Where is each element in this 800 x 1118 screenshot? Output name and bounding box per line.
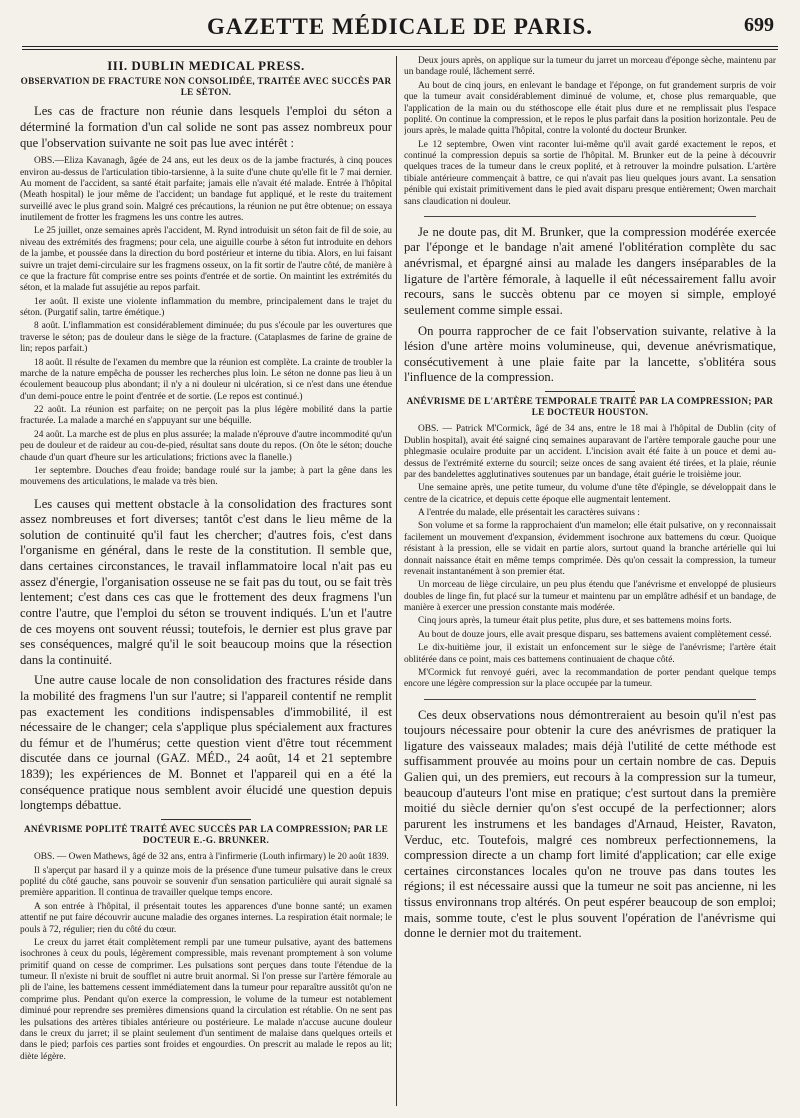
- article1-commentary: Les causes qui mettent obstacle à la consolidation des fractures sont assez nombreuses et fort diverses; tantôt c'est dans le lieu même de la solution de continuité qu'il faut les chercher; d'autres fois, c'est dans l'organisme en général, dans le reste de la constitution. Il semble que, dans certaines circonstances, le travail inflammatoire local n'ait pas eu assez d'énergie, l'organisation osseuse ne se fait pas du tout, ou se fait très lentement; c'est dans ces cas que le frottement des deux fragmens l'un contre l'autre, que l'emploi du séton se trouvent indiqués. L'un et l'autre de ces moyens ont souvent réussi; toutefois, le dernier est plus grave par ses conséquences, malgré qu'il le soit beaucoup moins que la résection dans la continuité.: [20, 496, 392, 667]
- page-number: 699: [744, 14, 774, 36]
- article2-paragraph: Le creux du jarret était complètement rempli par une tumeur pulsative, ayant des battemens isochrones à ceux du pouls, légèrement compressible, mais revenant promptement à son volume primitif quand on cesse de comprimer. Les pulsations sont perçues dans toute l'étendue de la tumeur. Il n'existe ni bruit de soufflet ni autre bruit anormal. Si l'on presse sur l'artère fémorale au pli de l'aine, les battemens cessent immédiatement dans la tumeur pour reparaître aussitôt qu'on ne comprime plus. Pendant qu'on exerce la compression, le volume de la tumeur est notablement diminué pour reprendre ses premières dimensions quand la circulation est rétablie. On ne sent pas les pulsations des artères tibiales antérieure ou postérieure. Le malade n'accuse aucune douleur dans le creux du jarret; il se plaint seulement d'un sentiment de malaise dans quelques orteils et dans le pied; parfois ces parties sont froides et engourdies. On prescrit au malade le repos au lit; diète légère.: [20, 937, 392, 1062]
- article1-paragraph: 1er septembre. Douches d'eau froide; bandage roulé sur la jambe; à part la gêne dans les mouvemens des articulations, le malade va très bien.: [20, 465, 392, 488]
- article3-commentary: Ces deux observations nous démontreraient au besoin qu'il n'est pas toujours nécessaire pour obtenir la cure des anévrismes de pratiquer la ligature des vaisseaux malades; mais déjà l'utilité de cette méthode est suffisamment prouvée au moins pour un certain nombre de cas. Depuis Galien qui, un des premiers, eut recours à la compression sur la tumeur, beaucoup d'auteurs l'ont mise en pratique; c'est surtout dans la première moitié du siècle dernier qu'on s'est occupé de la perfectionner; alors parurent les instrumens et les bandages d'Arnaud, Heister, Ravaton, Verduc, etc. Toutefois, malgré ces nombreux perfectionnemens, la compression directe a un champ fort limité d'application; car elle exige certaines circonstances locales qu'on ne trouve pas dans toutes les régions; il est nécessaire aussi que la tumeur ne soit pas ancienne, ni les tissus environnans trop altérés. On peut espérer beaucoup de son emploi; mais, somme toute, c'est le plus souvent l'opération de l'anévrisme qui donne le dernier mot du traitement.: [404, 707, 776, 941]
- column-divider: [396, 56, 397, 1106]
- article1-paragraph: OBS.—Eliza Kavanagh, âgée de 24 ans, eut les deux os de la jambe fracturés, à cinq pouces environ au-dessus de l'articulation tibio-tarsienne, à la suite d'une chute qu'elle fit le 7 mai dernier. Au moment de l'accident, sa santé était parfaite; jamais elle n'avait été malade. Entrée à l'hôpital (Meath hospital) le jour même de l'accident; un bandage fut appliqué, et le reste du traitement surveillé avec le plus grand soin. Malgré ces précautions, la réunion ne put être obtenue; on essaya inutilement de frotter les fragmens les uns contre les autres.: [20, 156, 392, 223]
- separator: [545, 391, 635, 392]
- separator: [424, 699, 756, 700]
- article3-paragraph: Un morceau de liège circulaire, un peu plus étendu que l'anévrisme et enveloppé de plusieurs doubles de linge fin, fut placé sur la tumeur et maintenu par un emplâtre adhésif et un bandage, de manière à exercer une pression constante mais modérée.: [404, 580, 776, 614]
- article3-paragraph: A l'entrée du malade, elle présentait les caractères suivans :: [418, 508, 640, 519]
- section-title: III. DUBLIN MEDICAL PRESS.: [107, 58, 305, 73]
- article1-paragraph: Le 25 juillet, onze semaines après l'accident, M. Rynd introduisit un séton fait de fil de soie, au niveau des extrémités des fragmens; pour cela, une aiguille courbe à séton fut introduite en dehors de la jambe, et poussée dans la direction du bord postérieur et interne du tibia. Alors, en lui faisant suivre un trajet demi-circulaire sur les fragmens osseux, on la fit sortir de l'autre côté, de manière à ce que la fracture fût comprise entre ses points d'entrée et de sortie. On maintint les extrémités du séton, et la malade fut assujétie au repos parfait.: [20, 226, 392, 294]
- article2-paragraph: Le 12 septembre, Owen vint raconter lui-même qu'il avait gardé exactement le repos, et continué la compression depuis sa sortie de l'hôpital. M. Brunker eut de la peine à découvrir quelques traces de la tumeur dans le creux poplité, et à retrouver la moindre pulsation. L'artère tibiale antérieure commençait à battre, ce qui n'avait pas lieu quelques jours avant. La sensation pénible qui existait primitivement dans le pied avait disparu presque entièrement; Owen marchait sans claudication ni douleur.: [404, 139, 776, 207]
- article2-commentary: On pourra rapprocher de ce fait l'observation suivante, relative à la lésion d'une artère moins volumineuse, qui, devenue anévrismatique, consécutivement à une plaie faite par la lancette, s'oblitéra sous l'influence de la compression.: [404, 323, 776, 385]
- article1-paragraph: 24 août. La marche est de plus en plus assurée; la malade n'éprouve d'autre incommodité qu'un peu de douleur et de raideur au cou-de-pied, résultat sans doute du repos. (On ôte le séton; douche chaude d'un quart d'heure sur les articulations; frictions avec la flanelle.): [20, 429, 392, 463]
- article2-paragraph: Au bout de cinq jours, en enlevant le bandage et l'éponge, on fut grandement surpris de voir que la tumeur avait considérablement diminué de volume, et, chose plus remarquable, que l'application de la main ou du stéthoscope elle était plus dure et ne remplissait plus l'espace poplité. On continue la compression, et le repos le plus parfait dans la position horizontale. Peu de jours après, le malade quitta l'hôpital, contre la volonté du docteur Brunker.: [404, 80, 776, 137]
- article2-paragraph: OBS. — Owen Mathews, âgé de 32 ans, entra à l'infirmerie (Louth infirmary) le 20 août 1839.: [34, 852, 389, 863]
- header-rule: [22, 46, 778, 47]
- article3-paragraph: Le dix-huitième jour, il existait un enfoncement sur le siège de l'anévrisme; l'artère était oblitérée dans ce point, mais ces battemens continuaient de chaque côté.: [404, 643, 776, 665]
- header-rule-double: [22, 49, 778, 50]
- page-header: [0, 0, 800, 50]
- article1-intro: Les cas de fracture non réunie dans lesquels l'emploi du séton a déterminé la formation d'un cal solide ne sont pas assez nombreux pour que l'observation suivante ne soit pas lue avec intérêt :: [20, 104, 392, 150]
- right-column: [404, 56, 776, 1106]
- article1-commentary: Une autre cause locale de non consolidation des fractures réside dans la mobilité des fragmens l'un sur l'autre; si l'appareil contentif ne remplit pas exactement les conditions indispensables d'immobilité, il est nécessaire de le changer; cela s'applique plus spécialement aux fractures du fémur et de l'humérus; cette question vient d'être tout récemment discutée dans ce journal (GAZ. MÉD., 24 août, 14 et 21 septembre 1839); les expériences de M. Bonnet et l'appareil qui en a été la conséquence pratique nous semblent avoir élucidé une question depuis longtemps débattue.: [20, 673, 392, 813]
- article3-paragraph: OBS. — Patrick M'Cormick, âgé de 34 ans, entre le 18 mai à l'hôpital de Dublin (city of Dublin hospital), avait été saigné cinq semaines auparavant de l'artère temporale gauche pour une phlegmasie oculaire produite par un accident. L'incision avait été faite à un pouce et demi au-dessus de l'extrémité externe du sourcil; seize onces de sang avaient été tirées, et la plaie, réunie par des bandelettes agglutinatives soutenues par un bandage, était guérie le troisième jour.: [404, 424, 776, 480]
- article2-title: ANÉVRISME POPLITÉ TRAITÉ AVEC SUCCÈS PAR LA COMPRESSION; PAR LE DOCTEUR E.-G. BRUNKER.: [23, 823, 389, 846]
- article3-paragraph: Au bout de douze jours, elle avait presque disparu, ses battemens avaient complètement cessé.: [418, 629, 772, 640]
- article3-paragraph: Une semaine après, une petite tumeur, du volume d'une tête d'épingle, se développait dans le centre de la cicatrice, et depuis cette époque elle augmentait lentement.: [404, 483, 776, 505]
- running-head: GAZETTE MÉDICALE DE PARIS.: [207, 14, 593, 39]
- article1-paragraph: 22 août. La réunion est parfaite; on ne perçoit pas la plus légère mobilité dans la partie fracturée. La malade a marché en s'appuyant sur une béquille.: [20, 405, 392, 427]
- left-column: [20, 56, 392, 1106]
- separator: [424, 216, 756, 217]
- article3-paragraph: M'Cormick fut renvoyé guéri, avec la recommandation de porter pendant quelque temps encore une légère compression sur la place occupée par la tumeur.: [404, 667, 776, 690]
- article1-paragraph: 1er août. Il existe une violente inflammation du membre, principalement dans le trajet du séton. (Purgatif salin, tartre émétique.): [20, 296, 392, 318]
- article2-commentary: Je ne doute pas, dit M. Brunker, que la compression modérée exercée par l'éponge et le bandage n'ait amené l'oblitération complète du sac anévrismal, et épargné ainsi au malade les dangers inséparables de la ligature de l'artère fémorale, à laquelle il eût nécessairement fallu avoir recours, sans le succès obtenu par ce moyen si simple, employé seulement comme simple essai.: [404, 224, 776, 317]
- article3-paragraph: Son volume et sa forme la rapprochaient d'un mamelon; elle était pulsative, on y reconnaissait facilement un mouvement d'expansion, évidemment isochrone aux battemens du cœur. Quoique résistant à la pression, elle se vidait en partie alors, surtout quand la branche artérielle qui lui donnait naissance était en même temps comprimée. Dès qu'on cessait la compression, la tumeur revenait instantanément à son premier état.: [404, 521, 776, 577]
- article1-title: OBSERVATION DE FRACTURE NON CONSOLIDÉE, TRAITÉE AVEC SUCCÈS PAR LE SÉTON.: [20, 75, 392, 98]
- article3-paragraph: Cinq jours après, la tumeur était plus petite, plus dure, et ses battemens moins forts.: [418, 616, 732, 627]
- article1-paragraph: 18 août. Il résulte de l'examen du membre que la réunion est complète. La crainte de troubler la marche de la nature empêcha de pousser les recherches plus loin. Le séton ne donne pas lieu à un écoulement beaucoup plus abondant; il n'y a ni douleur ni ulcération, si ce n'est dans une étendue d'un demi-pouce entre le point d'entrée et de sortie. (Le repos est continué.): [20, 357, 392, 402]
- article1-paragraph: 8 août. L'inflammation est considérablement diminuée; du pus s'écoule par les ouvertures que traverse le séton; pas de douleur dans le siège de la fracture. (Cataplasmes de farine de graine de lin; repos parfait.): [20, 321, 392, 355]
- article2-paragraph: Il s'aperçut par hasard il y a quinze mois de la présence d'une tumeur pulsative dans le creux poplité du côté gauche, sans pouvoir se souvenir d'un sensation particulière qui aurait signalé sa première apparition. Il continua de travailler quelque temps encore.: [20, 865, 392, 899]
- separator: [161, 819, 251, 820]
- article3-title: ANÉVRISME DE L'ARTÈRE TEMPORALE TRAITÉ PAR LA COMPRESSION; PAR LE DOCTEUR HOUSTON.: [406, 395, 774, 418]
- article2-paragraph: A son entrée à l'hôpital, il présentait toutes les apparences d'une bonne santé; un examen attentif ne put faire découvrir aucune maladie des organes internes. La respiration était normale; le pouls à 72, régulier; rien du côté du cœur.: [20, 901, 392, 935]
- article2-paragraph: Deux jours après, on applique sur la tumeur du jarret un morceau d'éponge sèche, maintenu par un bandage roulé, lâchement serré.: [404, 56, 776, 78]
